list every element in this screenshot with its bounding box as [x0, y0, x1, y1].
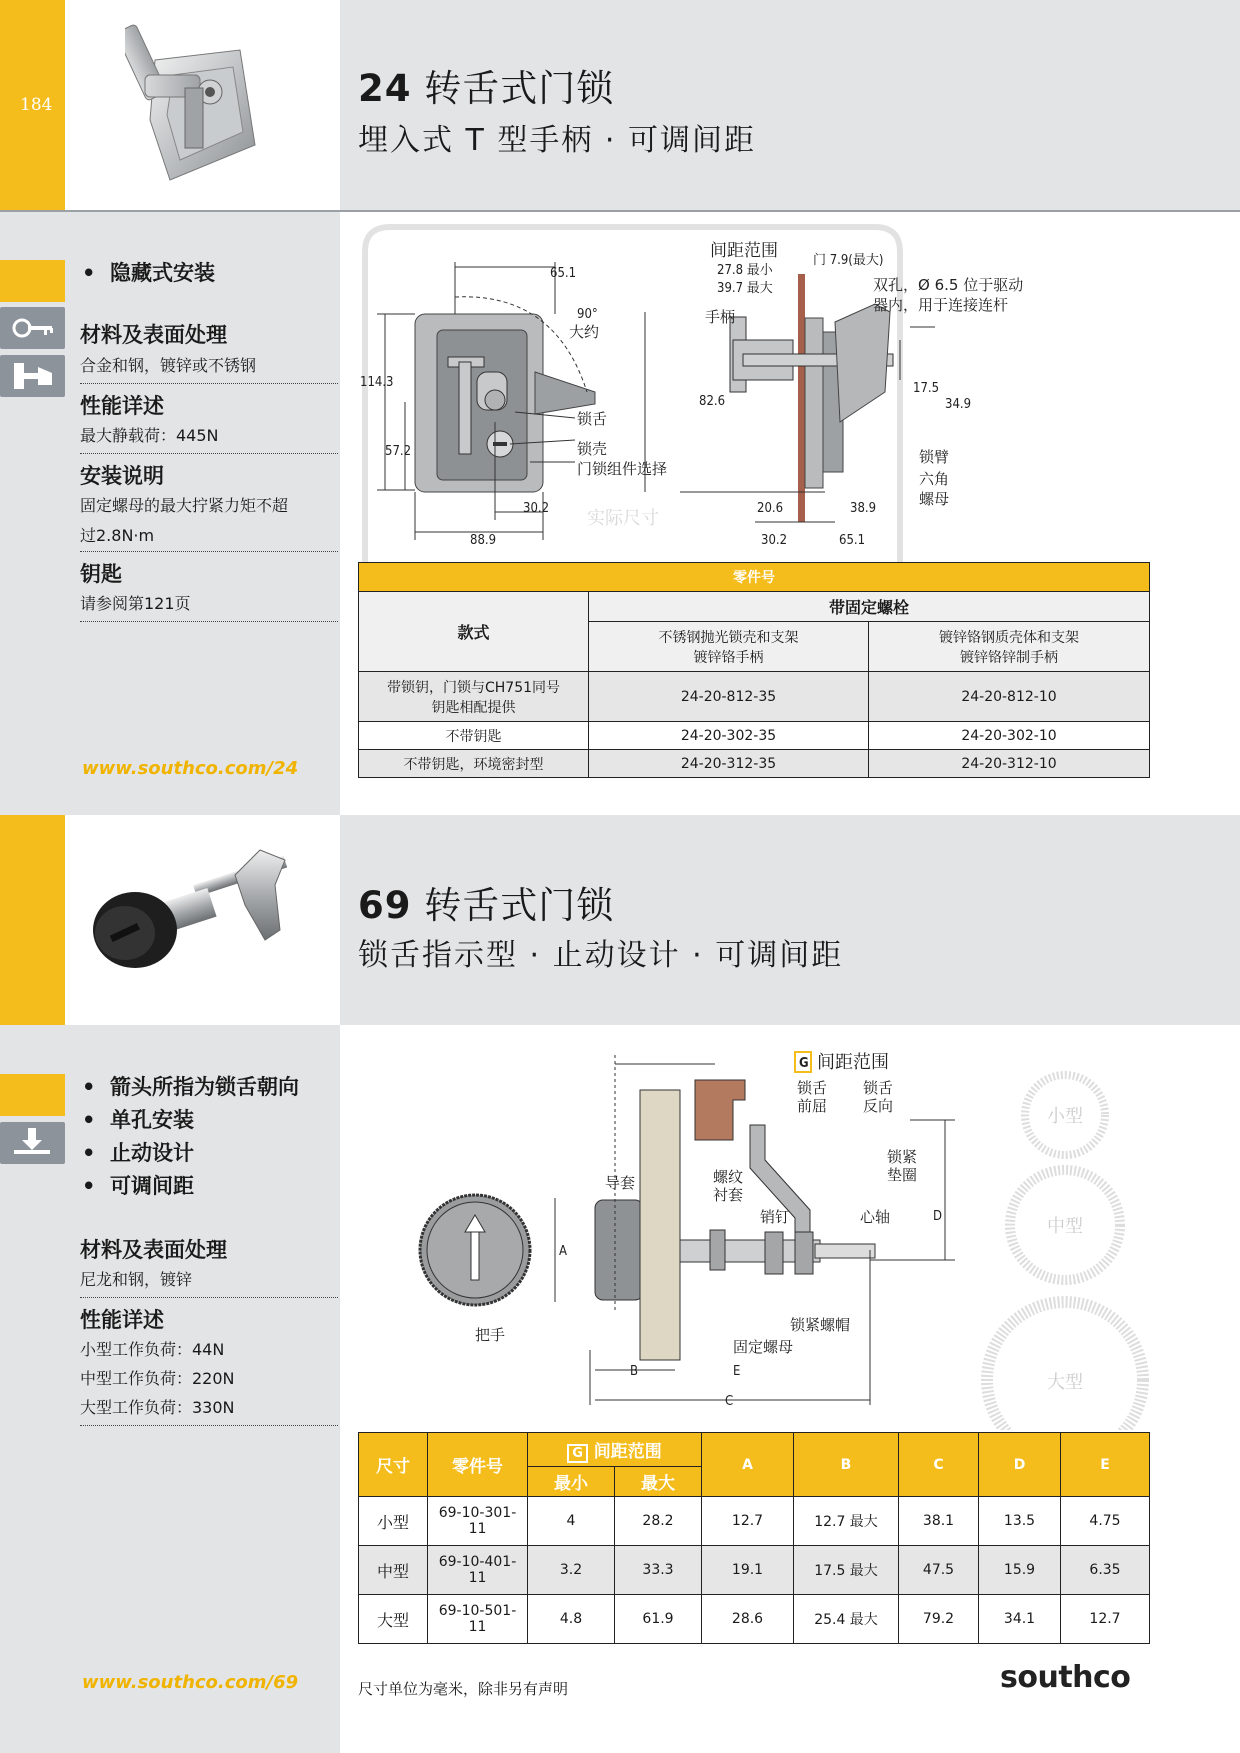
page-number: 184	[20, 95, 53, 115]
cell-max: 28.2	[615, 1497, 702, 1546]
label-B: B	[630, 1364, 639, 1379]
dim-30-2: 30.2	[523, 501, 550, 516]
label-hex-1: 六角	[919, 470, 950, 488]
label-holes-1: 双孔，Ø 6.5 位于驱动	[873, 276, 1024, 294]
label-arm: 锁臂	[919, 448, 950, 466]
label-fwd-2: 前屈	[797, 1097, 828, 1115]
header-24-rule	[0, 210, 1240, 212]
bullet-69-2: • 止动设计	[82, 1141, 194, 1165]
key-icon	[0, 307, 65, 349]
product-subtitle-24: 埋入式 T 型手柄 · 可调间距	[358, 123, 757, 158]
cell-D: 13.5	[979, 1497, 1061, 1546]
dim-65-1: 65.1	[550, 266, 577, 281]
part-table-69	[358, 1432, 1150, 1644]
cam-latch-icon	[0, 355, 65, 397]
dim-30-2b: 30.2	[761, 533, 788, 548]
label-washer-1: 锁紧	[887, 1148, 918, 1166]
cell-B: 12.7 最大	[794, 1497, 899, 1546]
cell-A: 12.7	[702, 1497, 794, 1546]
cell-size: 大型	[359, 1595, 428, 1644]
cell-size: 中型	[359, 1546, 428, 1595]
sec-text-24-3: 请参阅第121页	[80, 590, 338, 622]
product-photo-69	[85, 845, 315, 985]
table-row	[359, 672, 1150, 722]
dim-20-6: 20.6	[757, 501, 784, 516]
title-text-69: 转舌式门锁	[424, 884, 615, 927]
cell-B: 17.5 最大	[794, 1546, 899, 1595]
bullet-69-1: • 单孔安装	[82, 1108, 194, 1132]
dim-82-6: 82.6	[699, 394, 726, 409]
th-D: D	[979, 1433, 1061, 1497]
cell-A: 28.6	[702, 1595, 794, 1644]
cell-style: 不带钥匙，环境密封型	[359, 750, 589, 778]
label-G: G	[799, 1056, 809, 1071]
cell-E: 4.75	[1061, 1497, 1150, 1546]
dim-88-9: 88.9	[470, 533, 497, 548]
table-row	[359, 722, 1150, 750]
cell-min: 4	[528, 1497, 615, 1546]
cell-min: 4.8	[528, 1595, 615, 1644]
cell-D: 34.1	[979, 1595, 1061, 1644]
label-core: 心轴	[860, 1208, 891, 1226]
label-hex-2: 螺母	[919, 490, 950, 508]
label-holes-2: 器内，用于连接连杆	[873, 296, 1009, 314]
th-max: 最大	[615, 1467, 702, 1497]
dim-angle-label: 大约	[569, 323, 600, 341]
bullet-24-0: • 隐藏式安装	[82, 261, 215, 285]
cell-part: 69-10-401- 11	[428, 1546, 528, 1595]
label-sleeve-1: 螺纹	[713, 1168, 744, 1186]
label-grip-range-69: 间距范围	[817, 1052, 889, 1073]
sec-head-24-0: 材料及表面处理	[80, 323, 227, 347]
label-A: A	[559, 1244, 567, 1259]
label-pin: 销钉	[760, 1208, 791, 1226]
product-title-69	[358, 875, 614, 929]
url-69[interactable]: www.southco.com/69	[82, 1672, 299, 1693]
single-hole-mount-icon	[0, 1122, 65, 1164]
label-small: 小型	[1047, 1106, 1083, 1127]
label-E: E	[733, 1364, 741, 1379]
dim-angle: 90°	[577, 307, 598, 322]
th-part: 零件号	[428, 1433, 528, 1497]
label-sleeve-2: 衬套	[713, 1186, 744, 1204]
table-24-col-style: 款式	[359, 592, 589, 672]
label-lock-tongue: 锁舌	[577, 410, 608, 428]
sec-text-69-0: 尼龙和钢，镀锌	[80, 1266, 338, 1298]
url-24[interactable]: www.southco.com/24	[82, 758, 299, 779]
cell-style: 带锁钥，门锁与CH751同号 钥匙相配提供	[359, 672, 589, 722]
th-size: 尺寸	[359, 1433, 428, 1497]
label-grip-range: 间距范围	[710, 241, 778, 261]
table-24-group: 带固定螺栓	[589, 592, 1150, 622]
cell-part: 24-20-302-10	[869, 722, 1150, 750]
cell-part: 24-20-812-35	[589, 672, 869, 722]
sec-head-69-1: 性能详述	[80, 1308, 164, 1332]
cell-part: 24-20-312-35	[589, 750, 869, 778]
label-fwd-1: 锁舌	[797, 1079, 828, 1097]
label-washer-2: 垫圈	[887, 1166, 918, 1184]
cell-part: 24-20-312-10	[869, 750, 1150, 778]
sec-text-24-0: 合金和钢，镀锌或不锈钢	[80, 352, 338, 384]
label-handle: 手柄	[705, 308, 736, 326]
sec-text-69-1b: 中型工作负荷：220N	[80, 1369, 235, 1388]
cell-min: 3.2	[528, 1546, 615, 1595]
sec-text-69-1c: 大型工作负荷：330N	[80, 1394, 338, 1426]
cell-D: 15.9	[979, 1546, 1061, 1595]
sec-head-24-2: 安装说明	[80, 464, 164, 488]
label-D: D	[933, 1209, 943, 1224]
dim-38-9: 38.9	[850, 501, 877, 516]
cell-max: 61.9	[615, 1595, 702, 1644]
cell-part: 24-20-812-10	[869, 672, 1150, 722]
label-rev-2: 反向	[863, 1097, 894, 1115]
sec-text-24-2b: 过2.8N·m	[80, 522, 338, 552]
title-text-24: 转舌式门锁	[424, 67, 615, 110]
th-C: C	[899, 1433, 979, 1497]
dim-65-1b: 65.1	[839, 533, 866, 548]
cell-part: 69-10-501- 11	[428, 1595, 528, 1644]
label-C: C	[725, 1394, 734, 1409]
sec-head-69-0: 材料及表面处理	[80, 1238, 227, 1262]
cell-size: 小型	[359, 1497, 428, 1546]
sec-text-24-1: 最大静载荷：445N	[80, 422, 338, 454]
cell-B: 25.4 最大	[794, 1595, 899, 1644]
technical-drawing-24	[355, 222, 1115, 562]
cell-C: 79.2	[899, 1595, 979, 1644]
product-subtitle-69: 锁舌指示型 · 止动设计 · 可调间距	[358, 938, 844, 973]
dim-57-2: 57.2	[385, 444, 412, 459]
label-lock-shell: 锁壳	[577, 440, 608, 458]
sec-text-24-2a: 固定螺母的最大拧紧力矩不超	[80, 496, 289, 515]
southco-logo: southco	[1000, 1660, 1131, 1695]
label-medium: 中型	[1047, 1216, 1083, 1237]
label-max: 39.7 最大	[717, 281, 773, 296]
cell-style: 不带钥匙	[359, 722, 589, 750]
label-option: 门锁组件选择	[577, 460, 668, 478]
part-table-24	[358, 562, 1150, 778]
sec-text-69-1a: 小型工作负荷：44N	[80, 1340, 225, 1359]
footnote: 尺寸单位为毫米，除非另有声明	[358, 1680, 569, 1698]
bullet-69-0: • 箭头所指为锁舌朝向	[82, 1075, 299, 1099]
table-24-col2: 镀锌铬钢质壳体和支架 镀锌铬锌制手柄	[869, 622, 1150, 672]
yellow-strip-69	[0, 815, 65, 1025]
dim-114-3: 114.3	[360, 375, 394, 390]
yellow-strip-69b	[0, 1074, 65, 1116]
cell-C: 47.5	[899, 1546, 979, 1595]
cell-E: 6.35	[1061, 1546, 1150, 1595]
label-guide: 导套	[605, 1174, 636, 1192]
table-24-col1: 不锈钢抛光锁壳和支架 镀锌铬手柄	[589, 622, 869, 672]
label-nut: 固定螺母	[733, 1338, 794, 1356]
title-num-69: 69	[358, 884, 412, 927]
bullet-69-3: • 可调间距	[82, 1174, 194, 1198]
dim-17-5: 17.5	[913, 381, 940, 396]
label-actual-size: 实际尺寸	[587, 508, 659, 529]
product-title-24	[358, 58, 614, 112]
th-grip: G 间距范围	[528, 1433, 702, 1467]
title-num-24: 24	[358, 67, 412, 110]
label-rev-1: 锁舌	[863, 1079, 894, 1097]
cell-A: 19.1	[702, 1546, 794, 1595]
cell-part: 69-10-301- 11	[428, 1497, 528, 1546]
sec-head-24-3: 钥匙	[80, 562, 122, 586]
yellow-strip-24b	[0, 260, 65, 302]
table-row	[359, 1497, 1150, 1546]
th-min: 最小	[528, 1467, 615, 1497]
dim-34-9: 34.9	[945, 397, 972, 412]
cell-part: 24-20-302-35	[589, 722, 869, 750]
label-knob: 把手	[475, 1326, 506, 1344]
th-E: E	[1061, 1433, 1150, 1497]
label-door: 门 7.9(最大)	[813, 253, 884, 268]
technical-drawing-69	[415, 1050, 1155, 1430]
label-cap: 锁紧螺帽	[790, 1316, 851, 1334]
th-B: B	[794, 1433, 899, 1497]
table-row	[359, 750, 1150, 778]
cell-max: 33.3	[615, 1546, 702, 1595]
label-large: 大型	[1047, 1372, 1083, 1393]
cell-E: 12.7	[1061, 1595, 1150, 1644]
cell-C: 38.1	[899, 1497, 979, 1546]
label-min: 27.8 最小	[717, 263, 773, 278]
table-24-title: 零件号	[359, 563, 1150, 592]
sec-head-24-1: 性能详述	[80, 394, 164, 418]
table-row	[359, 1546, 1150, 1595]
th-A: A	[702, 1433, 794, 1497]
product-photo-24	[125, 20, 275, 195]
table-row	[359, 1595, 1150, 1644]
